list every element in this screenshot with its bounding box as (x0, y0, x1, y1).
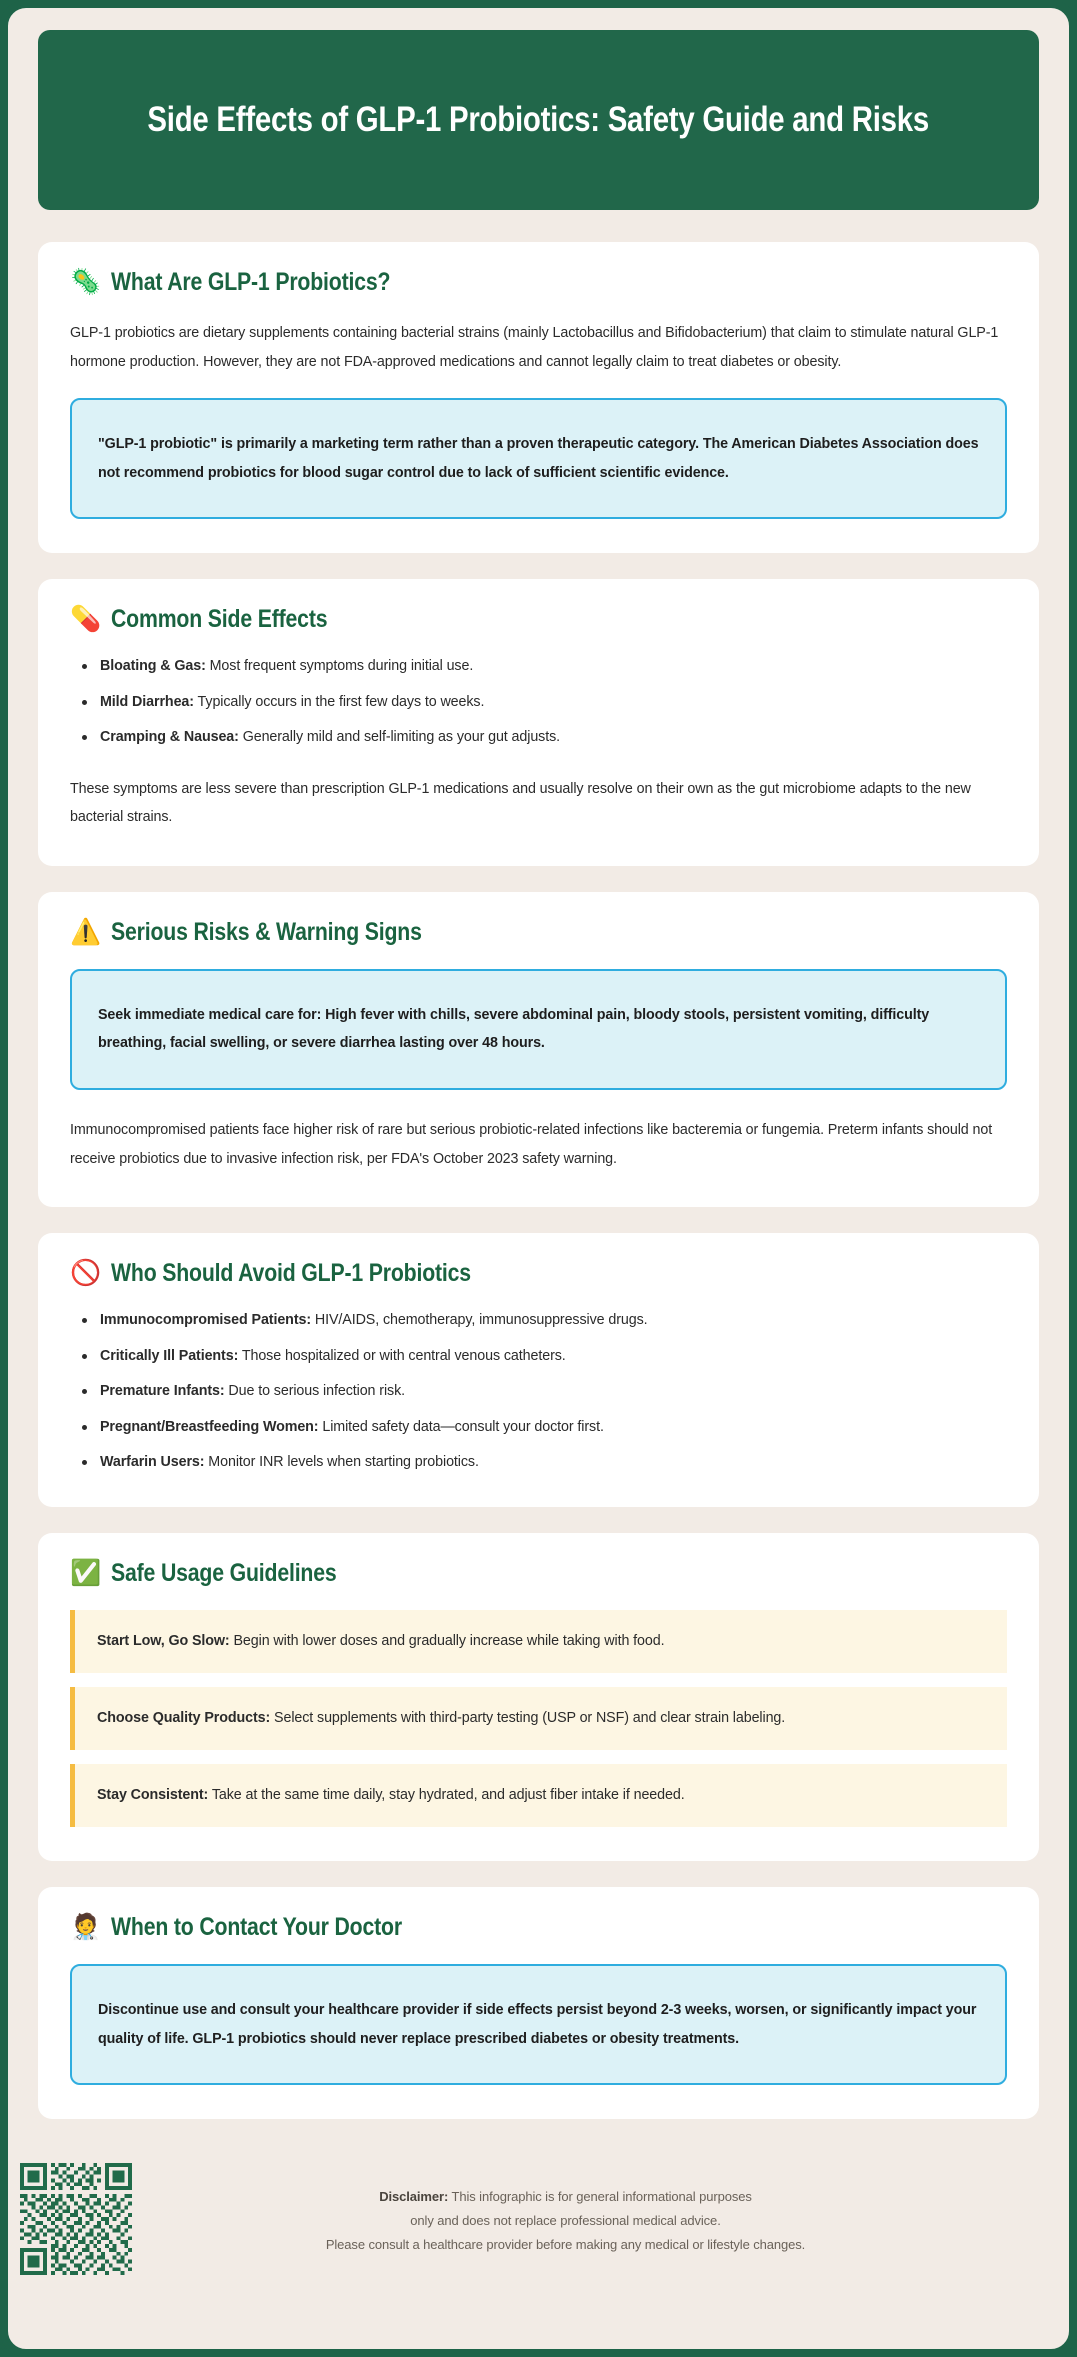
disclaimer-line-1 (132, 2185, 999, 2209)
disclaimer-label: Disclaimer: (379, 2189, 449, 2205)
guideline-term: Start Low, Go Slow: (97, 1633, 230, 1650)
section-heading (70, 918, 1007, 947)
section-what-are-glp1-probiotics (38, 242, 1039, 553)
section-paragraph: Immunocompromised patients face higher risk of rare but serious probiotic-related infections like bacteremia or fungemia. Preterm infants should not receive probiotics due to invasive infection risk, per FDA's October 2023 safety warning. (70, 1122, 993, 1167)
footer (38, 2145, 1039, 2301)
disclaimer-line-2: only and does not replace professional medical advice. (410, 2213, 721, 2229)
section-heading (70, 1559, 1007, 1588)
callout-text: "GLP-1 probiotic" is primarily a marketing term rather than a proven therapeutic category. The American Diabetes Association does not recommend probiotics for blood sugar control due to lack of sufficient scientific evidence. (98, 436, 979, 481)
section-title: Serious Risks & Warning Signs (111, 917, 422, 946)
doctor-callout (70, 1964, 1007, 2085)
list-item-desc: HIV/AIDS, chemotherapy, immunosuppressive drugs. (311, 1312, 648, 1329)
guideline-desc: Take at the same time daily, stay hydrated, and adjust fiber intake if needed. (208, 1787, 685, 1804)
list-item-term: Immunocompromised Patients: (100, 1312, 311, 1329)
section-paragraph: These symptoms are less severe than prescription GLP-1 medications and usually resolve on their own as the gut microbiome adapts to the new bacterial strains. (70, 780, 971, 826)
guideline-item (70, 1610, 1007, 1673)
guideline-term: Choose Quality Products: (97, 1710, 271, 1727)
callout-text: Discontinue use and consult your healthcare provider if side effects persist beyond 2-3 weeks, worsen, or significantly impact your quality of life. GLP-1 probiotics should never replace prescribed diabetes or obesity treatments. (98, 2002, 977, 2047)
section-title: What Are GLP-1 Probiotics? (111, 268, 391, 296)
guideline-term: Stay Consistent: (97, 1787, 209, 1804)
list-item (70, 1346, 1007, 1367)
list-item (70, 656, 1007, 677)
section-title: When to Contact Your Doctor (111, 1913, 402, 1942)
info-callout (70, 398, 1007, 519)
guideline-item (70, 1687, 1007, 1750)
list-item-desc: Typically occurs in the first few days to weeks. (193, 693, 485, 710)
list-item-desc: Most frequent symptoms during initial use. (205, 658, 474, 675)
disclaimer-line-3: Please consult a healthcare provider before making any medical or lifestyle changes. (325, 2237, 806, 2253)
guideline-desc: Select supplements with third-party testing (USP or NSF) and clear strain labeling. (270, 1710, 786, 1727)
list-item-desc: Generally mild and self-limiting as your gut adjusts. (238, 729, 561, 746)
section-title: Who Should Avoid GLP-1 Probiotics (111, 1259, 471, 1288)
microbe-icon: 🦠 (70, 268, 102, 296)
list-item (70, 692, 1007, 713)
guideline-item (70, 1764, 1007, 1827)
list-item-term: Premature Infants: (100, 1383, 225, 1400)
list-item-term: Cramping & Nausea: (100, 729, 239, 746)
disclaimer (132, 2163, 1039, 2257)
check-mark-icon: ✅ (70, 1559, 102, 1588)
warning-callout (70, 969, 1007, 1090)
list-item-term: Bloating & Gas: (100, 658, 206, 675)
section-who-should-avoid (38, 1233, 1039, 1507)
section-title: Safe Usage Guidelines (111, 1559, 337, 1588)
section-paragraph: GLP-1 probiotics are dietary supplements containing bacterial strains (mainly Lactobacillus and Bifidobacterium) that claim to stimulate natural GLP-1 hormone production. However, they are not FDA-approved medications and cannot legally claim to treat diabetes or obesity. (70, 325, 999, 370)
section-heading (70, 268, 1007, 297)
callout-text: Seek immediate medical care for: High fever with chills, severe abdominal pain, bloody stools, persistent vomiting, difficulty breathing, facial swelling, or severe diarrhea lasting over 48 hours. (98, 1006, 930, 1052)
section-serious-risks (38, 892, 1039, 1207)
list-item (70, 1381, 1007, 1402)
warning-triangle-icon: ⚠️ (70, 917, 102, 946)
disclaimer-text-1: This infographic is for general informational purposes (448, 2189, 752, 2205)
list-item-term: Warfarin Users: (100, 1454, 205, 1470)
health-worker-icon: 🧑‍⚕️ (70, 1913, 102, 1942)
avoid-list (70, 1310, 1007, 1473)
list-item (70, 1417, 1007, 1438)
guideline-desc: Begin with lower doses and gradually increase while taking with food. (229, 1633, 665, 1650)
section-title: Common Side Effects (111, 605, 328, 634)
list-item-term: Mild Diarrhea: (100, 693, 194, 710)
section-heading (70, 1259, 1007, 1288)
pill-icon: 💊 (70, 605, 102, 634)
list-item-desc: Limited safety data—consult your doctor first. (318, 1418, 604, 1435)
side-effects-list (70, 656, 1007, 748)
section-when-to-contact-doctor (38, 1887, 1039, 2119)
header-banner (38, 30, 1039, 210)
prohibited-icon: 🚫 (70, 1259, 102, 1288)
list-item (70, 1452, 1007, 1473)
list-item-desc: Monitor INR levels when starting probiotics. (204, 1454, 479, 1470)
qr-code (20, 2163, 132, 2275)
section-common-side-effects (38, 579, 1039, 866)
page-title: Side Effects of GLP-1 Probiotics: Safety Guide and Risks (147, 99, 930, 139)
section-safe-usage-guidelines (38, 1533, 1039, 1861)
section-heading (70, 1913, 1007, 1942)
list-item-term: Critically Ill Patients: (100, 1347, 239, 1364)
list-item (70, 1310, 1007, 1331)
section-heading (70, 605, 1007, 634)
list-item-term: Pregnant/Breastfeeding Women: (100, 1418, 319, 1435)
list-item-desc: Those hospitalized or with central venous catheters. (238, 1347, 566, 1364)
list-item (70, 727, 1007, 748)
list-item-desc: Due to serious infection risk. (224, 1383, 405, 1400)
